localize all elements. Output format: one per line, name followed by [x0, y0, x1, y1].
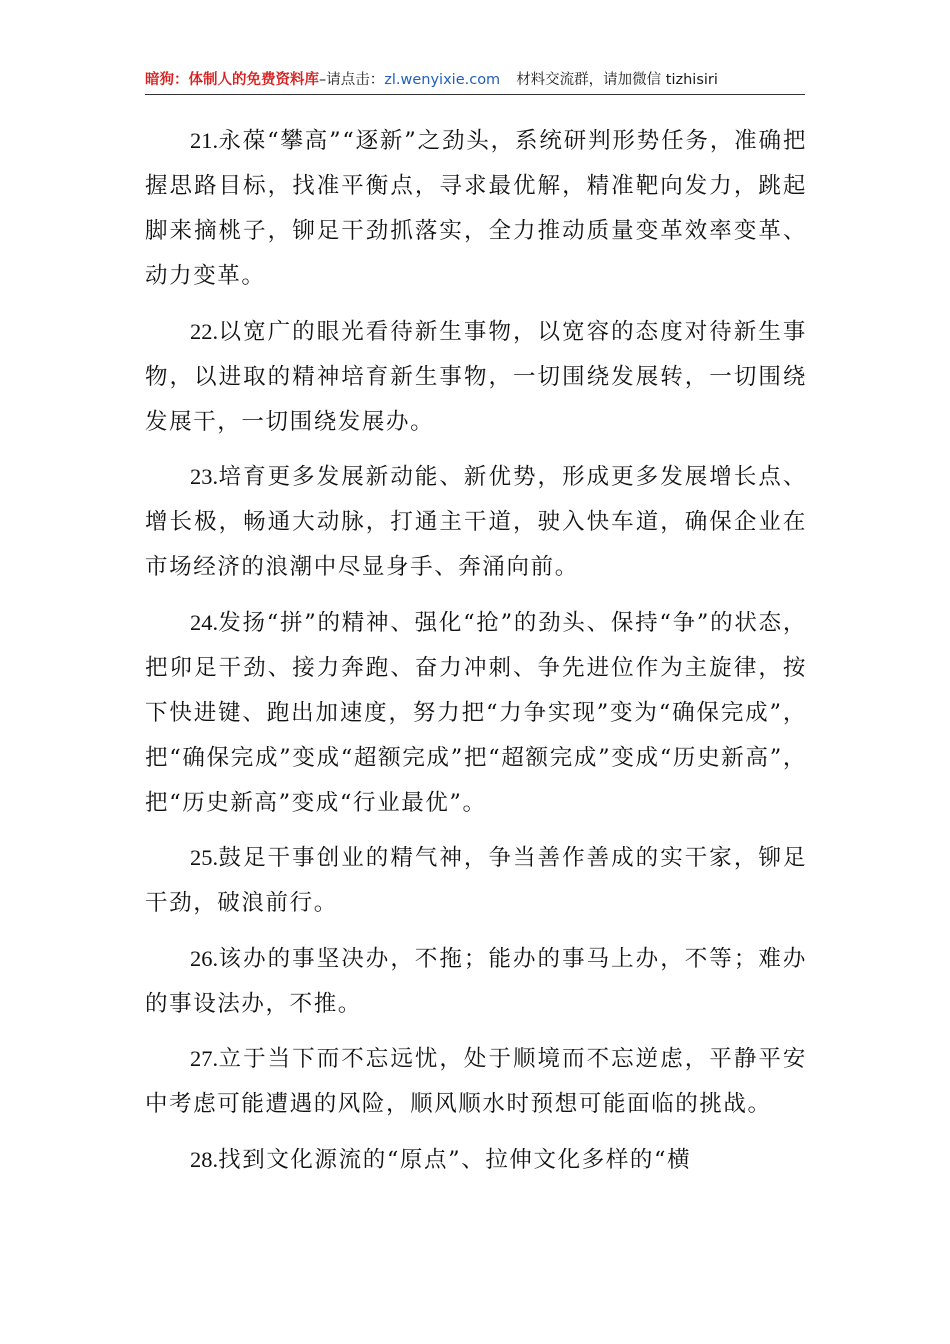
paragraph-number: 22. — [190, 318, 219, 344]
paragraph-text: 找到文化源流的“原点”、拉伸文化多样的“横 — [218, 1146, 692, 1173]
paragraph-28 — [145, 1137, 807, 1183]
paragraph-27 — [145, 1036, 807, 1127]
document-body — [145, 118, 807, 1192]
paragraph-text: 鼓足干事创业的精气神，争当善作善成的实干家，铆足干劲，破浪前行。 — [145, 845, 807, 916]
paragraph-number: 21. — [190, 128, 219, 153]
paragraph-text: 永葆“攀高”“逐新”之劲头，系统研判形势任务，准确把握思路目标，找准平衡点，寻求最优解，精准靶向发力，跳起脚来摘桃子，铆足干劲抓落实，全力推动质量变革效率变革、动力变革。 — [145, 128, 807, 289]
header-link[interactable]: zl.wenyixie.com — [384, 72, 501, 88]
paragraph-number: 25. — [190, 845, 219, 870]
paragraph-22 — [145, 309, 807, 445]
paragraph-number: 28. — [190, 1146, 219, 1172]
paragraph-24 — [145, 600, 807, 826]
page-header — [145, 70, 805, 95]
paragraph-number: 24. — [190, 609, 219, 635]
paragraph-text: 培育更多发展新动能、新优势，形成更多发展增长点、增长极，畅通大动脉，打通主干道，驶入快车道，确保企业在市场经济的浪潮中尽显身手、奔涌向前。 — [145, 464, 807, 580]
header-group-note: 材料交流群，请加微信 tizhisiri — [516, 72, 718, 88]
paragraph-number: 26. — [190, 945, 219, 971]
paragraph-25 — [145, 835, 807, 926]
header-prompt: –请点击： — [319, 72, 385, 88]
paragraph-text: 该办的事坚决办，不拖；能办的事马上办，不等；难办的事设法办，不推。 — [145, 945, 807, 1017]
paragraph-21 — [145, 118, 807, 299]
paragraph-26 — [145, 936, 807, 1027]
paragraph-text: 立于当下而不忘远忧，处于顺境而不忘逆虑，平静平安中考虑可能遭遇的风险，顺风顺水时预想可能面临的挑战。 — [145, 1046, 807, 1117]
header-brand: 暗狗：体制人的免费资料库 — [145, 72, 319, 88]
paragraph-text: 发扬“拼”的精神、强化“抢”的劲头、保持“争”的状态，把卯足干劲、接力奔跑、奋力冲刺、争先进位作为主旋律，按下快进键、跑出加速度，努力把“力争实现”变为“确保完成”，把“确保完成”变成“超额完成”把“超额完成”变成“历史新高”，把“历史新高”变成“行业最优”。 — [145, 609, 807, 816]
paragraph-number: 23. — [190, 464, 219, 489]
paragraph-text: 以宽广的眼光看待新生事物，以宽容的态度对待新生事物，以进取的精神培育新生事物，一切围绕发展转，一切围绕发展干，一切围绕发展办。 — [145, 318, 807, 435]
paragraph-23 — [145, 454, 807, 590]
paragraph-number: 27. — [190, 1046, 219, 1071]
